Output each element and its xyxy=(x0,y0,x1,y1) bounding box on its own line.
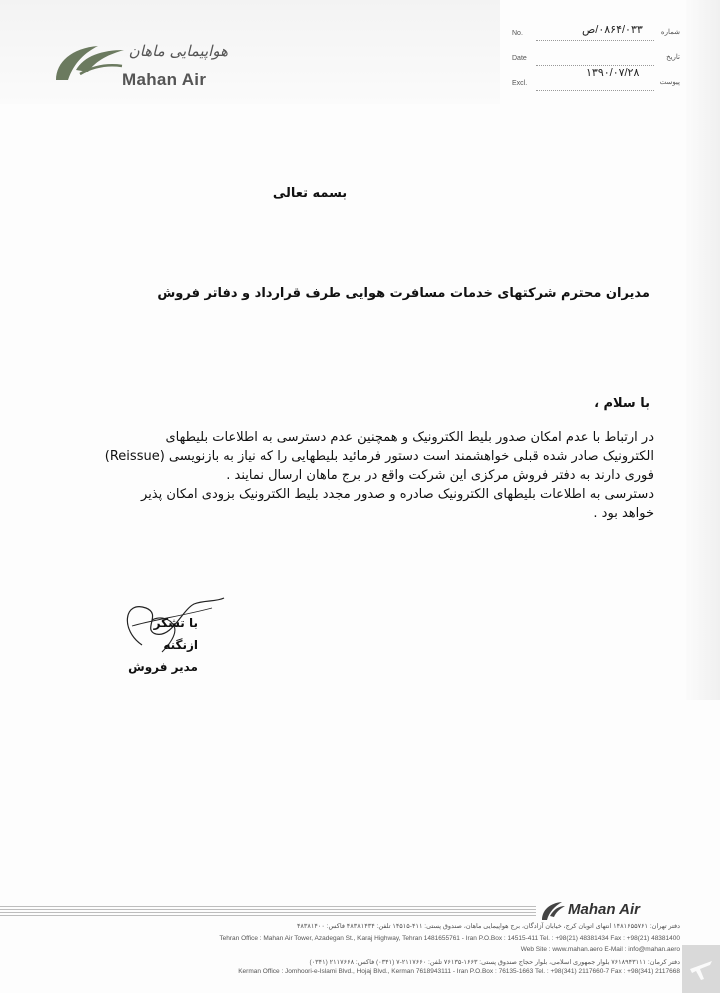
meta-number-label-fa: شماره xyxy=(660,29,680,36)
body-line: الکترونیک صادر شده قبلی خواهشمند است دستور فرمائید بلیطهایی را که نیاز به بازنویسی (Reissue) xyxy=(104,449,654,464)
closing: با تشکر xyxy=(153,616,198,630)
brand-name-en: Mahan Air xyxy=(122,70,207,89)
signer-name: ازنگنه xyxy=(163,638,198,652)
footer-divider xyxy=(0,906,536,918)
greeting: با سلام ، xyxy=(594,396,650,411)
signer-title: مدیر فروش xyxy=(128,660,198,674)
meta-date-label-fa: تاریخ xyxy=(666,54,680,61)
body-line: خواهد بود . xyxy=(593,506,654,521)
airplane-icon xyxy=(686,953,716,983)
airplane-corner xyxy=(682,945,720,993)
body-line: فوری دارند به دفتر فروش مرکزی این شرکت واقع در برج ماهان ارسال نمایند . xyxy=(226,468,654,483)
meta-enclosure xyxy=(512,80,680,94)
scan-shadow-right xyxy=(686,0,720,700)
mahan-air-logo-icon xyxy=(540,900,566,922)
mahan-air-logo-icon xyxy=(50,40,126,86)
web-contact: Web Site : www.mahan.aero E-Mail : info@mahan.aero xyxy=(520,946,680,953)
body-line: دسترسی به اطلاعات بلیطهای الکترونیک صادره و صدور مجدد بلیط الکترونیک بزودی امکان پذیر xyxy=(141,487,654,502)
salutation: بسمه تعالی xyxy=(272,186,348,201)
body-line: در ارتباط با عدم امکان صدور بلیط الکترونیک و همچنین عدم دسترسی به اطلاعات بلیطهای xyxy=(165,430,654,445)
meta-date-label: Date xyxy=(512,55,527,62)
meta-number xyxy=(512,24,680,44)
meta-enclosure-label: Excl. xyxy=(512,80,528,87)
meta-number-value: ۰۸۶۴/۰۳۳/ص xyxy=(582,24,643,36)
tehran-address-fa: دفتر تهران: ۱۴۸۱۶۵۵۷۶۱ انتهای اتوبان کرج، خیابان آزادگان، برج هواپیمایی ماهان، صندوق پستی: ۴۱۱-۱۴۵۱۵ تلفن: ۴۸۳۸۱۴۳۴ فاکس: ۴۸۳۸۱۴۰۰ xyxy=(296,923,680,930)
letter-body xyxy=(54,428,654,523)
meta-number-label: No. xyxy=(512,30,523,37)
footer-brand xyxy=(540,900,690,924)
brand-name-fa: هواپیمایی ماهان xyxy=(128,42,228,60)
footer-brand-name: Mahan Air xyxy=(568,901,640,918)
kerman-address-fa: دفتر کرمان: ۷۶۱۸۹۴۳۱۱۱ بلوار جمهوری اسلامی، بلوار حجاج صندوق پستی: ۱۶۶۳-۷۶۱۳۵ تلفن: ۲۱۱۷۶۶۰-۷ (۰۳۴۱) فاکس: ۲۱۱۷۶۶۸ (۰۳۴۱) xyxy=(309,959,680,966)
recipients-line: مدیران محترم شرکتهای خدمات مسافرت هوایی طرف قرارداد و دفاتر فروش xyxy=(157,286,650,301)
meta-enclosure-label-fa: پیوست xyxy=(659,79,680,86)
kerman-address-en: Kerman Office : Jomhoori-e-Islami Blvd., Hojaj Blvd., Kerman 7618943111 - Iran P.O.Box : 76135-1663 Tel. : +98(341) 2117660-7 Fax : +98(341) 2117668 xyxy=(238,968,680,975)
meta-date-value: ۱۳۹۰/۰۷/۲۸ xyxy=(586,67,640,79)
tehran-address-en: Tehran Office : Mahan Air Tower, Azadegan St., Karaj Highway, Tehran 1481655761 - Iran P.O.Box : 14515-411 Tel. : +98(21) 48381434 Fax : +98(21) 48381400 xyxy=(219,935,680,942)
signature-block xyxy=(108,612,198,678)
